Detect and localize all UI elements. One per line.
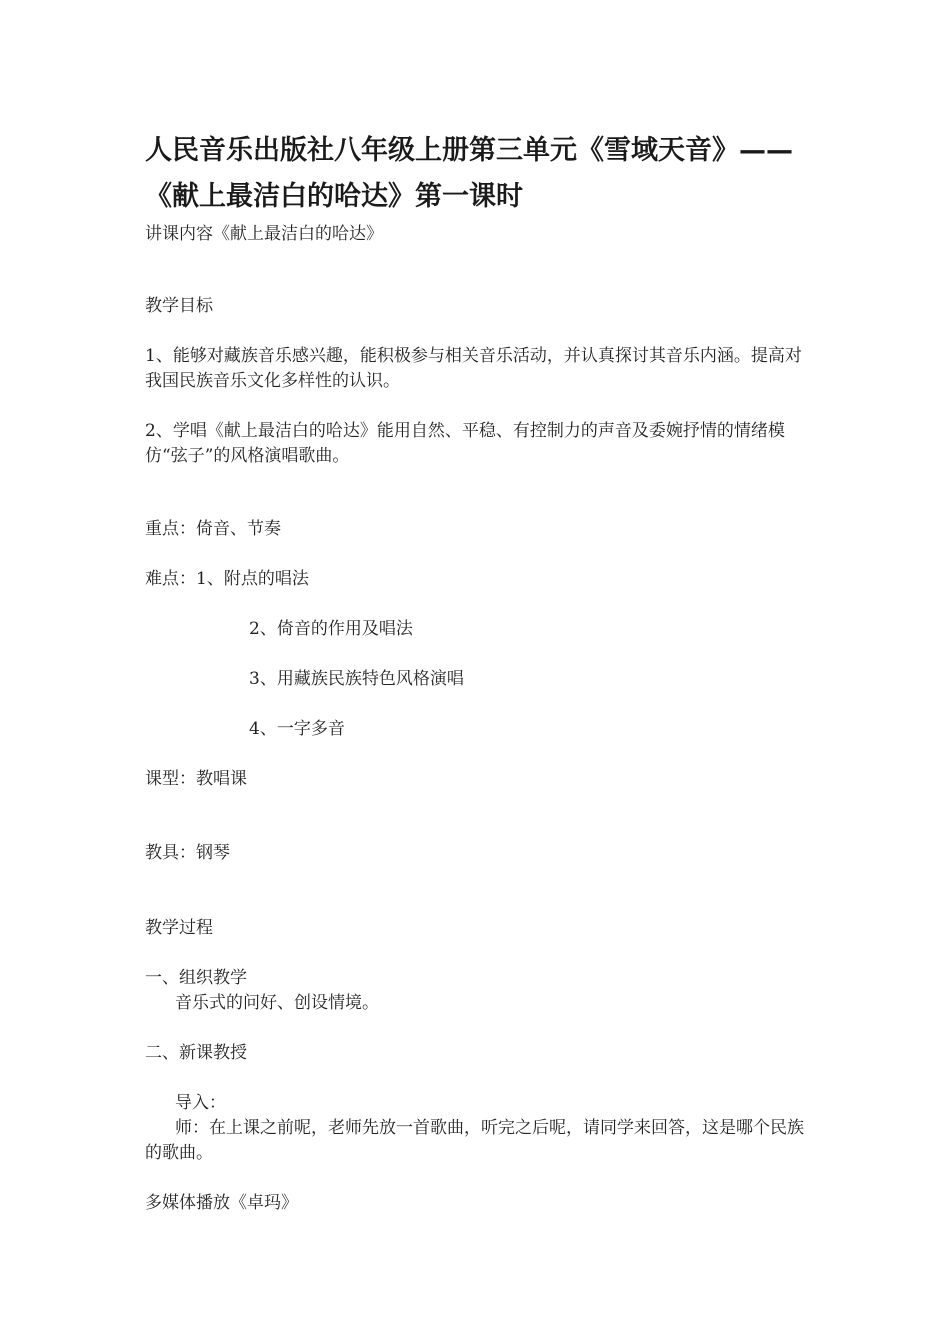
teacher-line: 师：在上课之前呢，老师先放一首歌曲，听完之后呢，请同学来回答，这是哪个民族的歌曲。 <box>145 1118 804 1163</box>
difficulty-3: 3、用藏族民族特色风格演唱 <box>249 669 464 689</box>
document-page <box>145 128 815 1216</box>
key-points: 重点：倚音、节奏 <box>145 519 281 539</box>
difficulties-label: 难点：1、附点的唱法 <box>145 569 309 589</box>
objectives-heading: 教学目标 <box>145 296 213 316</box>
section-1-heading: 一、组织教学 <box>145 968 247 988</box>
multimedia-line: 多媒体播放《卓玛》 <box>145 1193 298 1213</box>
objective-1: 1、能够对藏族音乐感兴趣，能积极参与相关音乐活动，并认真探讨其音乐内涵。提高对我国民族音乐文化多样性的认识。 <box>145 346 802 391</box>
lesson-type: 课型：教唱课 <box>145 769 247 789</box>
objective-2: 2、学唱《献上最洁白的哈达》能用自然、平稳、有控制力的声音及委婉抒情的情绪模仿“弦子”的风格演唱歌曲。 <box>145 421 785 466</box>
section-1-text: 音乐式的问好、创设情境。 <box>175 993 379 1013</box>
intro-label: 导入： <box>175 1093 226 1113</box>
section-2-heading: 二、新课教授 <box>145 1043 247 1063</box>
difficulty-2: 2、倚音的作用及唱法 <box>249 619 413 639</box>
document-title: 人民音乐出版社八年级上册第三单元《雪域天音》——《献上最洁白的哈达》第一课时 <box>145 135 793 212</box>
teaching-aids: 教具：钢琴 <box>145 843 230 863</box>
process-heading: 教学过程 <box>145 918 213 938</box>
lesson-content-line: 讲课内容《献上最洁白的哈达》 <box>145 224 383 244</box>
difficulty-4: 4、一字多音 <box>249 719 345 739</box>
